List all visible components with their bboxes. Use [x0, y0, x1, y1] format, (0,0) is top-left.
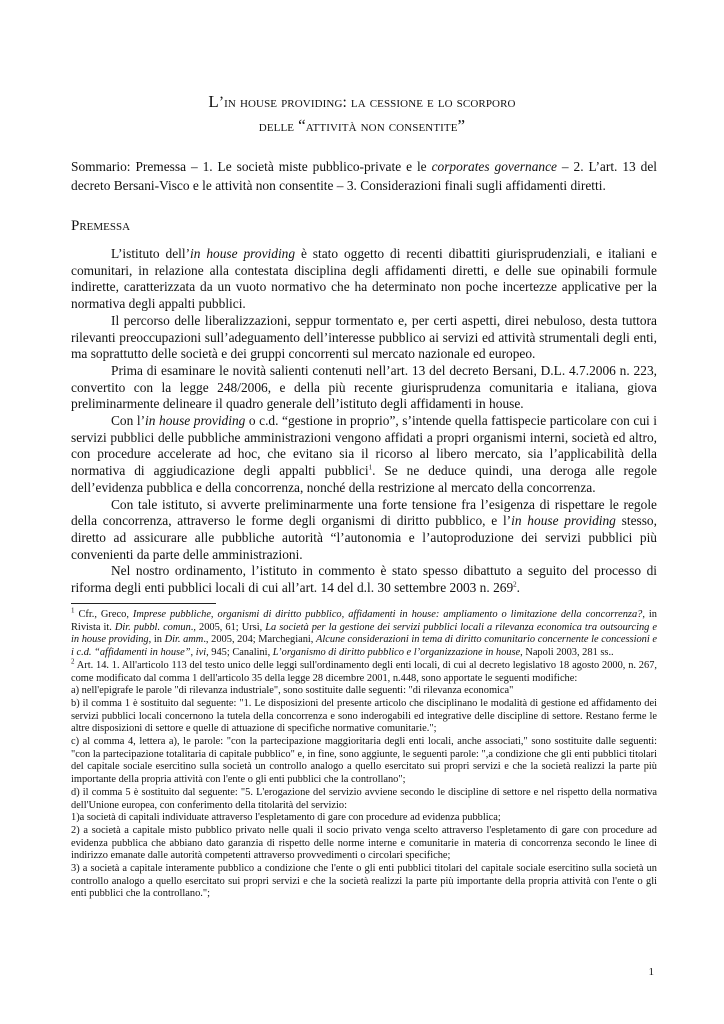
footnote-2-item-c: c) al comma 4, lettera a), le parole: "con la partecipazione maggioritaria degli enti locali, anche associati," sono sostituite dalle seguenti: "con la partecipazione totalitaria di capitale pubblico" e, in fine, sono aggiunte, le seguenti parole: ",a condizione che gli enti pubblici titolari del capitale sociale esercitino sulla società un controllo analogo a quello esercitato sui propri servizi e che la società realizzi la parte più importante della propria attività con l'ente o gli enti pubblici che la controllano"; [71, 736, 657, 786]
paragraph-5: Con tale istituto, si avverte preliminarmente una forte tensione fra l’esigenza di rispettare le regole della concorrenza, attraverso le forme degli organismi di diritto pubblico, e l’in house providing stesso, diretto ad assicurare alle pubbliche autorità “l’autonomia e l’autoproduzione dei servizi pubblici più convenienti da parte delle amministrazioni. [71, 496, 657, 562]
footnote-2: $^2$ Art. 14. 1. All'articolo 113 del testo unico delle leggi sull'ordinamento degli enti locali, di cui al decreto legislativo 18 agosto 2000, n. 267, come modificato dal comma 1 dell'articolo 35 della legge 28 dicembre 2001, n.448, sono apportate le seguenti modifiche: [71, 657, 657, 684]
footnote-2-item-1: 1)a società di capitali individuate attraverso l'espletamento di gare con procedure ad evidenza pubblica; [71, 812, 501, 824]
footnote-divider [71, 603, 216, 604]
paragraph-6: Nel nostro ordinamento, l’istituto in commento è stato spesso dibattuto a seguito del processo di riforma degli enti pubblici locali di cui all’art. 14 del d.l. 30 settembre 2003 n. $269^2$. [71, 563, 657, 596]
footnote-ref-2[interactable]: 2 [513, 580, 517, 589]
paragraph-2: Il percorso delle liberalizzazioni, seppur tormentato e, per certi aspetti, direi nebuloso, desta tuttora rilevanti preoccupazioni sull’adeguamento dell’interesse pubblico ai servizi ed attività strumentali degli enti, ma soprattutto delle società e dei gruppi concorrenti sul mercato nazionale ed europeo. [71, 312, 657, 362]
section-heading: Premessa [71, 218, 131, 234]
footnote-1: $^1$ Cfr., Greco, Imprese pubbliche, organismi di diritto pubblico, affidamenti in house: ampliamento o limitazione della concorrenza?, in Rivista it. Dir. pubbl. comun., 2005, 61; Ursi, La società per la gestione dei servizi pubblici locali a rilevanza economica tra outsourcing e in house providing, in Dir. amm., 2005, 204; Marchegiani, Alcune considerazioni in tema di diritto comunitario concernente le concessioni e i c.d. “affidamenti in house”, ivi, 945; Canalini, L’organismo di diritto pubblico e l’organizzazione in house, Napoli 2003, 281 ss.. [71, 606, 658, 659]
paragraph-1: L’istituto dell’in house providing è stato oggetto di recenti dibattiti giurisprudenziali, e italiani e comunitari, in relazione alla contestata disciplina degli affidamenti diretti, e delle sue opinabili formule indirette, caratterizzata da un vuoto normativo che ha determinato non poche incertezze applicative per la normativa degli appalti pubblici. [71, 246, 657, 312]
footnotes [71, 606, 658, 901]
document-title-line-1: L’in house providing: la cessione e lo scorporo [208, 92, 516, 111]
footnote-2-item-3: 3) a società a capitale interamente pubblico a condizione che l'ente o gli enti pubblici titolari del capitale sociale esercitino sulla società un controllo analogo a quello esercitato sui propri servizi e che la società realizzi la parte più importante della propria attività con l'ente o gli enti pubblici che la controllano."; [71, 863, 657, 900]
summary: Sommario: Premessa – 1. Le società miste pubblico-private e le corporates governance – 2. L’art. 13 del decreto Bersani-Visco e le attività non consentite – 3. Considerazioni finali sugli affidamenti diretti. [71, 159, 658, 193]
footnote-2-item-a: a) nell'epigrafe le parole "di rilevanza industriale", sono sostituite dalle seguenti: "di rilevanza economica" [71, 685, 514, 697]
page-number: 1 [648, 966, 654, 978]
body-text [71, 246, 657, 597]
paragraph-4: Con l’in house providing o c.d. “gestione in proprio”, s’intende quella fattispecie particolare con cui i servizi pubblici delle pubbliche amministrazioni vengono affidati a propri organismi interni, società ed altro, con procedure accelerate ad hoc, che evitano sia il ricorso al libero mercato, sia l’applicabilità della normativa di aggiudicazione degli appalti pubblici$^1$. Se ne deduce quindi, una deroga alle regole dell’evidenza pubblica e della concorrenza, nonché della restrizione al mercato della concorrenza. [71, 413, 657, 495]
footnote-2-item-d: d) il comma 5 è sostituito dal seguente: "5. L'erogazione del servizio avviene secondo le discipline di settore e nel rispetto della normativa dell'Unione europea, con conferimento della titolarità del servizio: [71, 786, 657, 811]
paragraph-3: Prima di esaminare le novità salienti contenuti nell’art. 13 del decreto Bersani, D.L. 4.7.2006 n. 223, convertito con la legge 248/2006, e della più recente giurisprudenza comunitaria e italiana, giova preliminarmente delineare il quadro generale dell’istituto degli affidamenti in house. [71, 362, 657, 412]
footnote-2-item-b: b) il comma 1 è sostituito dal seguente: "1. Le disposizioni del presente articolo che disciplinano le modalità di gestione ed affidamento dei servizi pubblici locali concernono la tutela della concorrenza e sono inderogabili ed integrative delle discipline di settore. Restano ferme le altre disposizioni di settore e quelle di attuazione di specifiche normative comunitarie."; [71, 697, 657, 735]
footnote-ref-1[interactable]: 1 [368, 463, 373, 472]
document-title-line-2: delle “attività non consentite” [258, 116, 466, 135]
footnote-2-item-2: 2) a società a capitale misto pubblico privato nelle quali il socio privato venga scelto attraverso l'espletamento di gare con procedure ad evidenza pubblica che abbiano dato garanzia di rispetto delle norme interne e comunitarie in materia di concorrenza secondo le linee di indirizzo emanate dalle autorità competenti attraverso provvedimenti o circolari specifiche; [71, 824, 657, 862]
